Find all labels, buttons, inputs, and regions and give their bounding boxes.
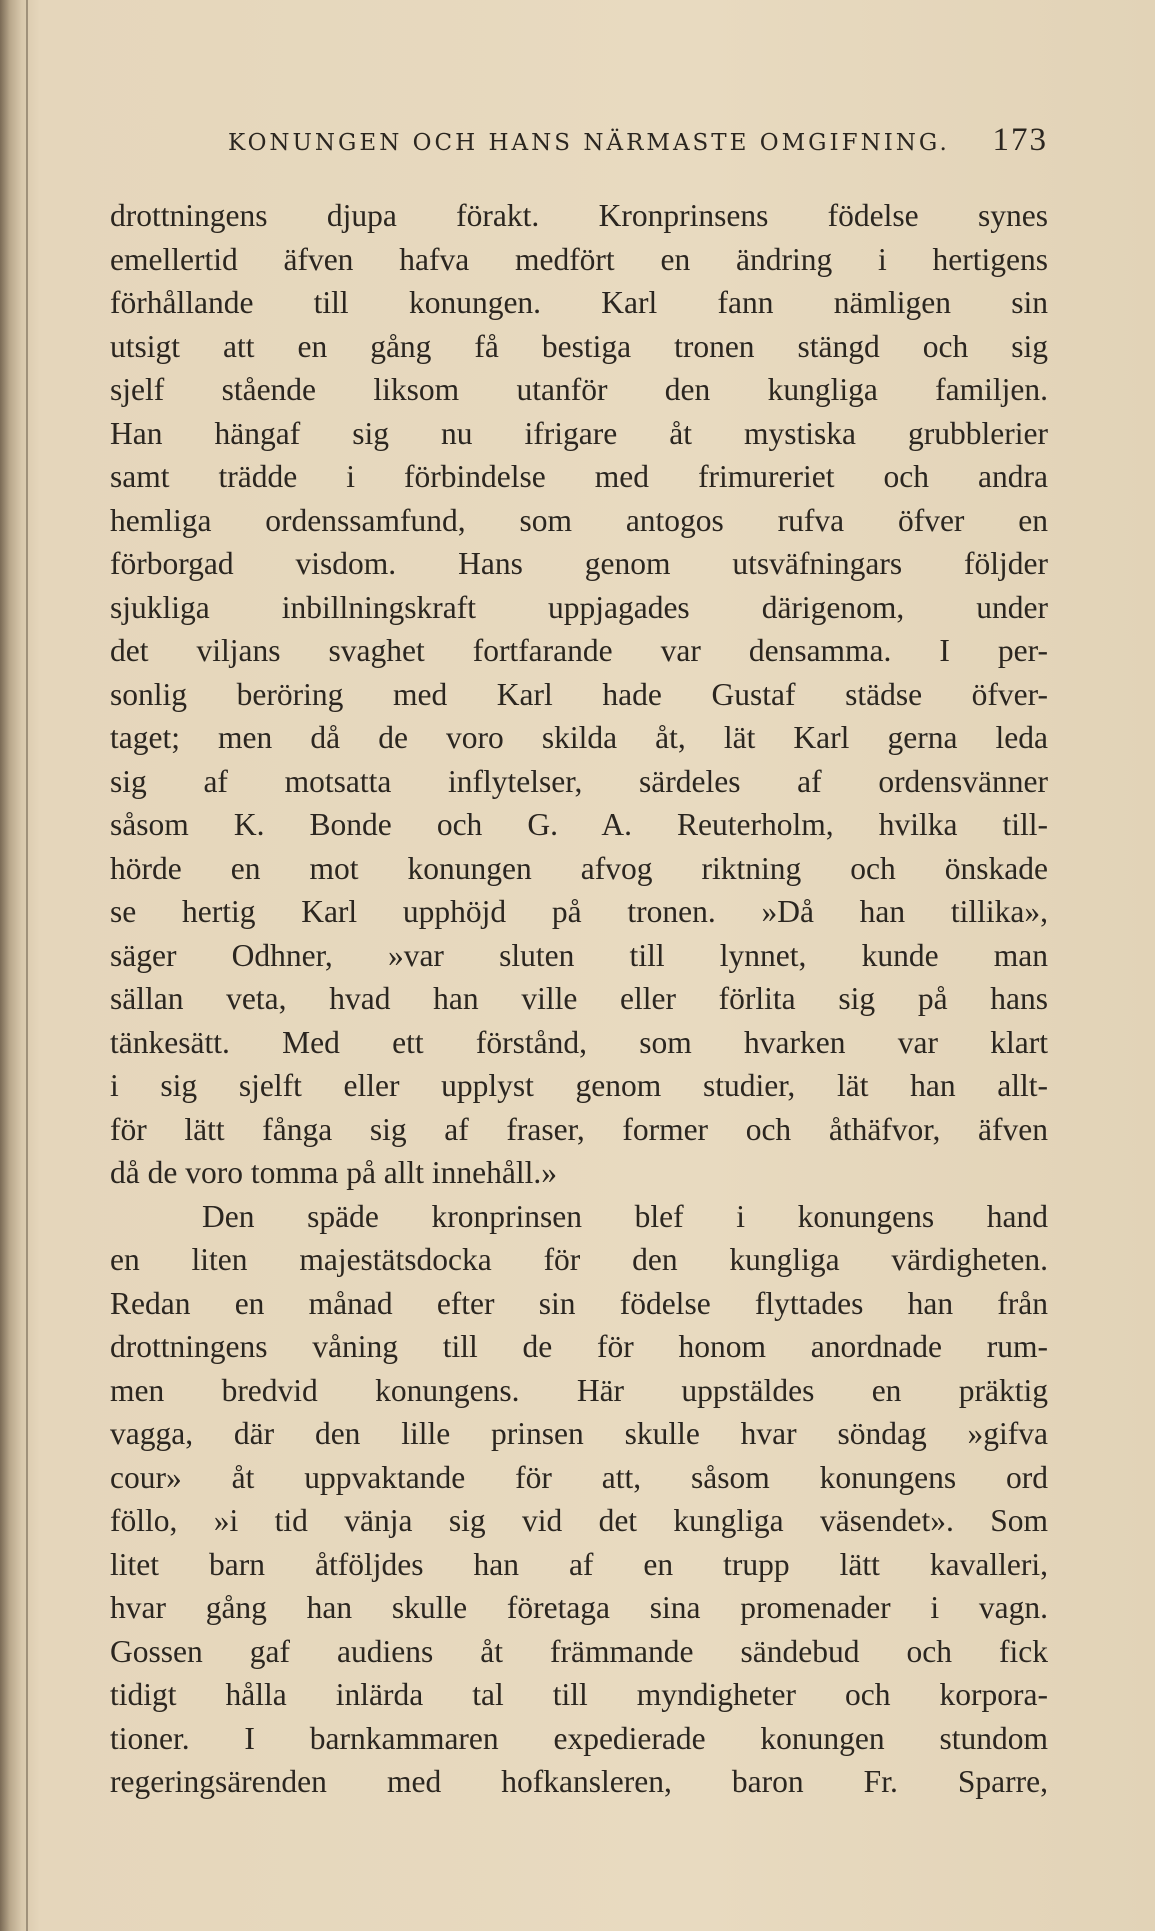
text-line: det viljans svaghet fortfarande var densamma. I per-: [110, 633, 1048, 668]
text-line: samt trädde i förbindelse med frimureriet och andra: [110, 459, 1048, 494]
text-line: sonlig beröring med Karl hade Gustaf städse öfver-: [110, 676, 1048, 712]
text-line: litet barn åtföljdes han af en trupp lätt kavalleri,: [110, 1546, 1048, 1582]
running-head-title: KONUNGEN OCH HANS NÄRMASTE OMGIFNING.: [228, 130, 950, 156]
text-line: sig af motsatta inflytelser, särdeles af ordensvänner: [110, 763, 1048, 799]
text-line: Han hängaf sig nu ifrigare åt mystiska grubblerier: [110, 415, 1048, 451]
text-line: säger Odhner, »var sluten till lynnet, kunde man: [110, 937, 1048, 973]
text-line: se hertig Karl upphöjd på tronen. »Då han tillika»,: [110, 894, 1048, 929]
text-line: taget; men då de voro skilda åt, lät Karl gerna leda: [110, 720, 1048, 755]
text-line: cour» åt uppvaktande för att, såsom konungens ord: [110, 1459, 1048, 1495]
text-line: förhållande till konungen. Karl fann nämligen sin: [110, 285, 1048, 320]
paragraph-first-line: Den späde kronprinsen blef i konungens hand: [202, 1198, 1048, 1234]
text-line: tänkesätt. Med ett förstånd, som hvarken var klart: [110, 1024, 1048, 1060]
text-line: hvar gång han skulle företaga sina promenader i vagn.: [110, 1590, 1048, 1625]
text-line: Gossen gaf audiens åt främmande sändebud och fick: [110, 1633, 1048, 1669]
text-line: sjelf stående liksom utanför den kungliga familjen.: [110, 372, 1048, 407]
text-line: en liten majestätsdocka för den kungliga värdigheten.: [110, 1242, 1048, 1277]
text-line: såsom K. Bonde och G. A. Reuterholm, hvilka till-: [110, 807, 1048, 842]
page-gutter-shadow: [26, 0, 28, 1931]
text-line: för lätt fånga sig af fraser, former och åthäfvor, äfven: [110, 1111, 1048, 1147]
text-line: föllo, »i tid vänja sig vid det kungliga väsendet». Som: [110, 1503, 1048, 1538]
text-line: tioner. I barnkammaren expedierade konungen stundom: [110, 1720, 1048, 1756]
text-line: drottningens djupa förakt. Kronprinsens födelse synes: [110, 198, 1048, 233]
text-line: men bredvid konungens. Här uppstäldes en präktig: [110, 1372, 1048, 1408]
text-line: vagga, där den lille prinsen skulle hvar söndag »gifva: [110, 1416, 1048, 1451]
running-head: [228, 122, 1048, 162]
text-line: utsigt att en gång få bestiga tronen stängd och sig: [110, 328, 1048, 364]
text-line: regeringsärenden med hofkansleren, baron Fr. Sparre,: [110, 1764, 1048, 1799]
text-line: sällan veta, hvad han ville eller förlita sig på hans: [110, 981, 1048, 1016]
text-line: hemliga ordenssamfund, som antogos rufva öfver en: [110, 502, 1048, 538]
text-line: emellertid äfven hafva medfört en ändring i hertigens: [110, 241, 1048, 277]
paragraph-last-line: då de voro tomma på allt innehåll.»: [110, 1155, 557, 1190]
text-line: drottningens våning till de för honom anordnade rum-: [110, 1329, 1048, 1364]
text-line: hörde en mot konungen afvog riktning och önskade: [110, 850, 1048, 886]
text-line: förborgad visdom. Hans genom utsväfningars följder: [110, 546, 1048, 581]
text-line: i sig sjelft eller upplyst genom studier, lät han allt-: [110, 1068, 1048, 1103]
body-text: [110, 194, 1048, 1804]
page-number: 173: [992, 122, 1048, 158]
text-line: sjukliga inbillningskraft uppjagades därigenom, under: [110, 589, 1048, 625]
text-line: tidigt hålla inlärda tal till myndigheter och korpora-: [110, 1677, 1048, 1712]
text-line: Redan en månad efter sin födelse flyttades han från: [110, 1285, 1048, 1321]
